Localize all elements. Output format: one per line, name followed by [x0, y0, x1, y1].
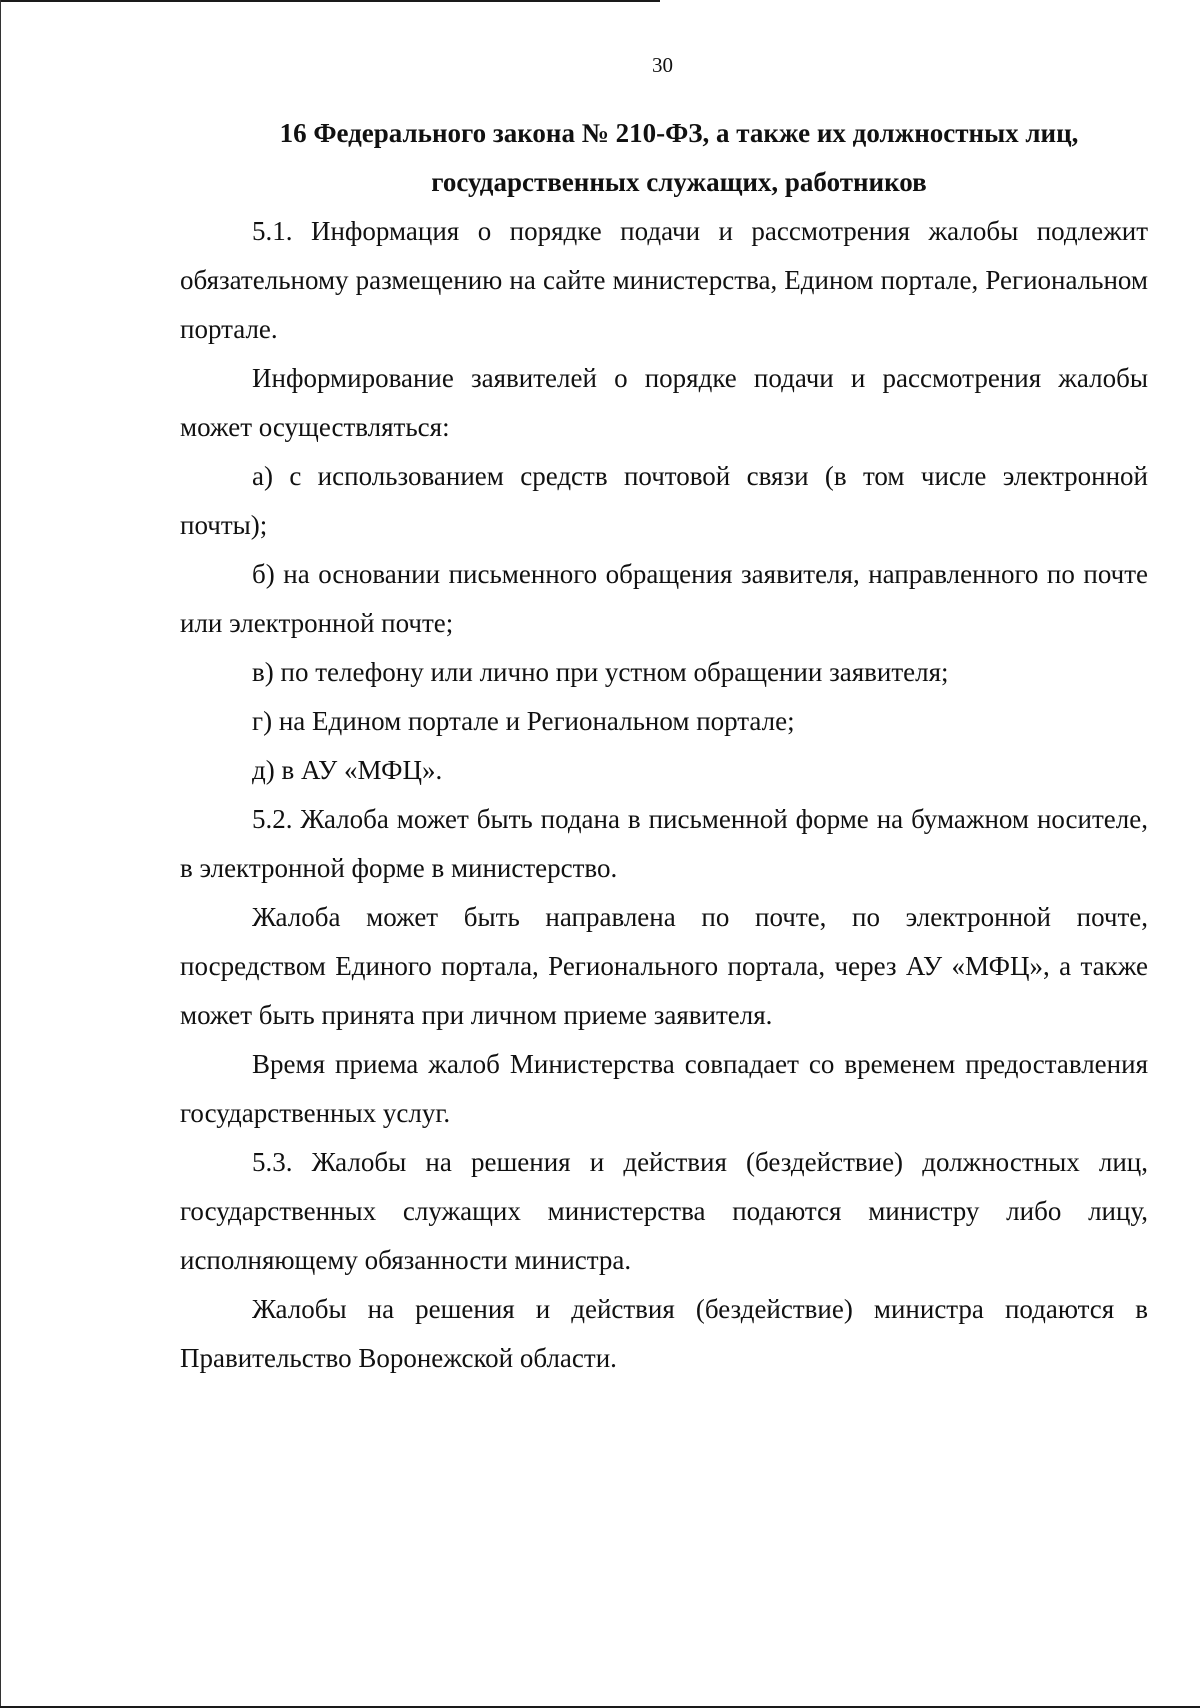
list-item-b: б) на основании письменного обращения заявителя, направленного по почте или электронной почте; [180, 559, 1148, 638]
section-heading-line-2: государственных служащих, работников [431, 167, 927, 197]
list-item-a: а) с использованием средств почтовой связи (в том числе электронной почты); [180, 461, 1148, 540]
paragraph-reception-time: Время приема жалоб Министерства совпадает со временем предоставления государственных услуг. [180, 1049, 1148, 1128]
paragraph-informing: Информирование заявителей о порядке подачи и рассмотрения жалобы может осуществляться: [180, 363, 1148, 442]
paragraph-5-3: 5.3. Жалобы на решения и действия (бездействие) должностных лиц, государственных служащих министерства подаются министру либо лицу, исполняющему обязанности министра. [180, 1147, 1148, 1275]
list-item-d: д) в АУ «МФЦ». [252, 755, 443, 785]
paragraph-minister-complaints: Жалобы на решения и действия (бездействие) министра подаются в Правительство Воронежской области. [180, 1294, 1148, 1373]
page-number: 30 [652, 53, 673, 77]
scan-edge-left [0, 0, 1, 1708]
paragraph-5-2: 5.2. Жалоба может быть подана в письменной форме на бумажном носителе, в электронной форме в министерство. [180, 804, 1148, 883]
document-body [180, 109, 1148, 1383]
list-item-v: в) по телефону или лично при устном обращении заявителя; [252, 657, 949, 687]
paragraph-complaint-channels: Жалоба может быть направлена по почте, по электронной почте, посредством Единого портала, Регионального портала, через АУ «МФЦ», а также может быть принята при личном приеме заявителя. [180, 902, 1148, 1030]
scan-edge-top [0, 0, 660, 2]
section-heading-line-1: 16 Федерального закона № 210-ФЗ, а также их должностных лиц, [279, 118, 1079, 148]
list-item-g: г) на Едином портале и Региональном портале; [252, 706, 795, 736]
paragraph-5-1: 5.1. Информация о порядке подачи и рассмотрения жалобы подлежит обязательному размещению на сайте министерства, Едином портале, Региональном портале. [180, 216, 1148, 344]
